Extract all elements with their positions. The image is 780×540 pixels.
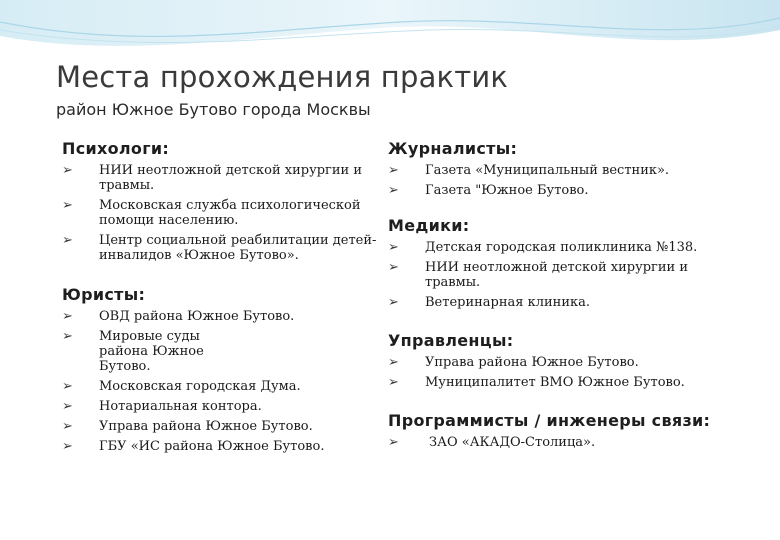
page-subtitle: район Южное Бутово города Москвы [56,100,371,119]
list-item [62,163,392,193]
list-item [62,419,362,434]
arrowhead-bullet-icon: ➢ [388,260,399,275]
arrowhead-bullet-icon: ➢ [62,309,73,324]
list-item-text: Центр социальной реабилитации детей-инвалидов «Южное Бутово». [99,233,377,263]
list-item-text: НИИ неотложной детской хирургии и травмы. [99,163,362,193]
list-item [388,260,758,290]
list-item-text: Московская служба психологической помощи населению. [99,198,361,228]
section-psychologists [62,139,392,268]
list-item-text: Газета «Муниципальный вестник». [425,163,670,178]
arrowhead-bullet-icon: ➢ [62,163,73,178]
arrowhead-bullet-icon: ➢ [62,233,73,248]
section-medics [388,216,758,315]
section-heading: Управленцы: [388,331,514,350]
bullet-list [388,355,758,390]
list-item [388,240,758,255]
list-item [62,198,392,228]
arrowhead-bullet-icon: ➢ [388,375,399,390]
section-lawyers [62,285,362,459]
list-item-text: ГБУ «ИС района Южное Бутово. [99,439,325,454]
list-item-text: Газета "Южное Бутово. [425,183,589,198]
arrowhead-bullet-icon: ➢ [62,379,73,394]
list-item [62,309,362,324]
list-item-text: Мировые суды района Южное Бутово. [99,329,204,374]
list-item [62,329,362,374]
arrowhead-bullet-icon: ➢ [388,183,399,198]
list-item [388,295,758,310]
list-item [62,439,362,454]
arrowhead-bullet-icon: ➢ [62,439,73,454]
list-item-text: Детская городская поликлиника №138. [425,240,698,255]
bullet-list [388,163,758,198]
arrowhead-bullet-icon: ➢ [388,295,399,310]
arrowhead-bullet-icon: ➢ [62,399,73,414]
list-item [388,375,758,390]
section-heading: Программисты / инженеры связи: [388,411,711,430]
list-item-text: Муниципалитет ВМО Южное Бутово. [425,375,685,390]
section-journalists [388,139,758,203]
list-item-text: НИИ неотложной детской хирургии и травмы. [425,260,688,290]
section-heading: Юристы: [62,285,146,304]
list-item [62,233,392,263]
arrowhead-bullet-icon: ➢ [62,329,73,344]
bullet-list [388,240,758,310]
list-item [388,163,758,178]
list-item-text: ЗАО «АКАДО-Столица». [429,435,596,450]
list-item [62,379,362,394]
section-heading: Журналисты: [388,139,518,158]
list-item-text: Управа района Южное Бутово. [425,355,639,370]
section-heading: Психологи: [62,139,170,158]
arrowhead-bullet-icon: ➢ [388,240,399,255]
page-title: Места прохождения практик [56,60,509,94]
list-item-text: Московская городская Дума. [99,379,301,394]
section-heading: Медики: [388,216,470,235]
bullet-list [62,309,362,454]
list-item [388,435,768,450]
list-item-text: Управа района Южное Бутово. [99,419,313,434]
arrowhead-bullet-icon: ➢ [62,198,73,213]
section-managers [388,331,758,395]
arrowhead-bullet-icon: ➢ [388,435,399,450]
list-item-text: ОВД района Южное Бутово. [99,309,295,324]
section-programmers [388,411,768,455]
bullet-list [62,163,392,263]
list-item [388,183,758,198]
list-item [62,399,362,414]
arrowhead-bullet-icon: ➢ [62,419,73,434]
list-item-text: Нотариальная контора. [99,399,262,414]
arrowhead-bullet-icon: ➢ [388,355,399,370]
arrowhead-bullet-icon: ➢ [388,163,399,178]
bullet-list [388,435,768,450]
list-item-text: Ветеринарная клиника. [425,295,590,310]
list-item [388,355,758,370]
